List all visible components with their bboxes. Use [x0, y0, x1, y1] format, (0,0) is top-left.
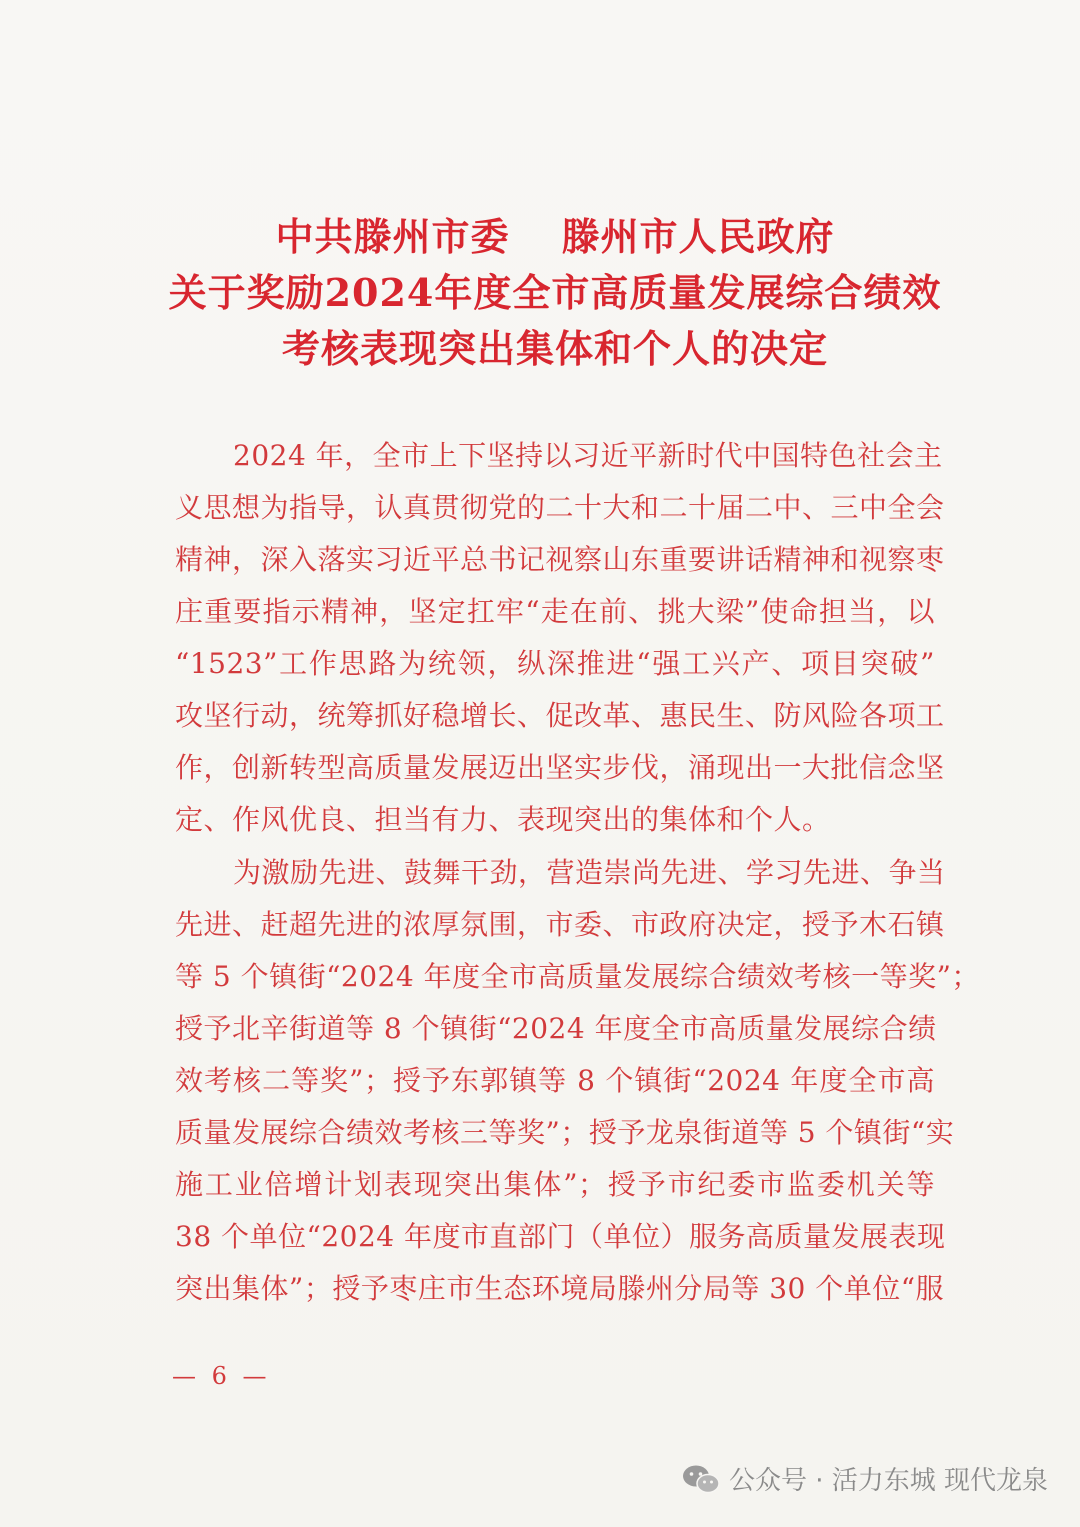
paragraph-line: 等 5 个镇街“2024 年度全市高质量发展综合绩效考核一等奖”； [175, 960, 980, 993]
paragraph-line: 庄重要指示精神，坚定扛牢“走在前、挑大梁”使命担当，以 [175, 595, 935, 628]
title-line-2: 关于奖励2024年度全市高质量发展综合绩效 [168, 270, 942, 315]
issuer-party-committee: 中共滕州市委 [275, 214, 510, 259]
watermark-text: 公众号 · 活力东城 现代龙泉 [728, 1466, 1048, 1496]
issuer-government: 滕州市人民政府 [561, 214, 835, 259]
watermark [681, 1460, 1048, 1497]
paragraph-line: 为激励先进、鼓舞干劲，营造崇尚先进、学习先进、争当 [233, 856, 946, 889]
paragraph-line: “1523”工作思路为统领，纵深推进“强工兴产、项目突破” [175, 647, 935, 680]
paragraph-line: 攻坚行动，统筹抓好稳增长、促改革、惠民生、防风险各项工 [175, 699, 945, 732]
paragraph-1 [175, 430, 945, 846]
paragraph-line: 授予北辛街道等 8 个镇街“2024 年度全市高质量发展综合绩 [175, 1012, 937, 1045]
wechat-icon [681, 1463, 721, 1495]
paragraph-line: 先进、赶超先进的浓厚氛围，市委、市政府决定，授予木石镇 [175, 908, 945, 941]
paragraph-line: 突出集体”；授予枣庄市生态环境局滕州分局等 30 个单位“服 [175, 1272, 945, 1305]
paragraph-line: 定、作风优良、担当有力、表现突出的集体和个人。 [175, 803, 831, 836]
paragraph-line: 作，创新转型高质量发展迈出坚实步伐，涌现出一大批信念坚 [175, 751, 945, 784]
title-line-1 [150, 207, 960, 267]
page-number: — 6 — [172, 1362, 271, 1390]
paragraph-line: 质量发展综合绩效考核三等奖”；授予龙泉街道等 5 个镇街“实 [175, 1116, 955, 1149]
paragraph-2 [175, 847, 980, 1315]
title-line-3: 考核表现突出集体和个人的决定 [281, 326, 828, 371]
paragraph-line: 效考核二等奖”；授予东郭镇等 8 个镇街“2024 年度全市高 [175, 1064, 935, 1097]
paragraph-line: 施工业倍增计划表现突出集体”；授予市纪委市监委机关等 [175, 1168, 935, 1201]
paragraph-line: 2024 年，全市上下坚持以习近平新时代中国特色社会主 [233, 439, 943, 472]
paragraph-line: 38 个单位“2024 年度市直部门（单位）服务高质量发展表现 [175, 1220, 946, 1253]
paragraph-line: 义思想为指导，认真贯彻党的二十大和二十届二中、三中全会 [175, 491, 945, 524]
paragraph-line: 精神，深入落实习近平总书记视察山东重要讲话精神和视察枣 [175, 543, 945, 576]
